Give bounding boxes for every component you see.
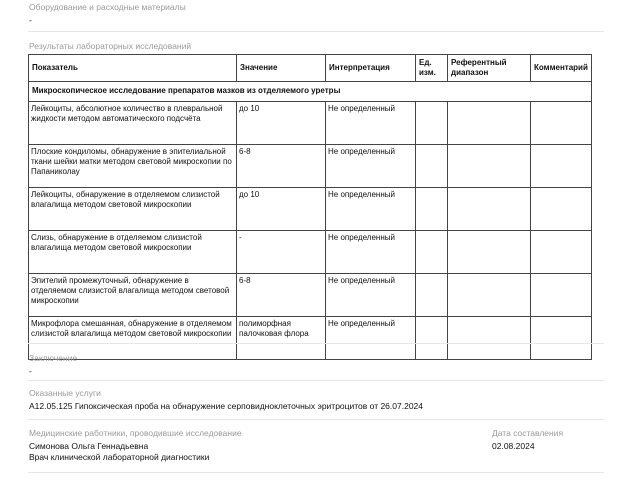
services-value: A12.05.125 Гипоксическая проба на обнаружение серповидноклеточных эритроцитов от 26.07.2024	[29, 401, 424, 411]
row-indicator: Плоские кондиломы, обнаружение в эпителиальной ткани шейки матки методом световой микроскопии по Папаниколау	[29, 145, 237, 188]
row-reference	[448, 102, 531, 145]
conclusion-value: -	[29, 366, 32, 376]
row-comment	[531, 274, 592, 317]
row-value: 6-8	[237, 274, 326, 317]
row-value: до 10	[237, 188, 326, 231]
table-row	[29, 231, 592, 274]
row-comment	[531, 102, 592, 145]
results-label: Результаты лабораторных исследований	[29, 41, 192, 51]
row-indicator: Лейкоциты, обнаружение в отделяемом слизистой влагалища методом световой микроскопии	[29, 188, 237, 231]
row-comment	[531, 145, 592, 188]
row-reference	[448, 145, 531, 188]
row-comment	[531, 317, 592, 360]
staff-label: Медицинские работники, проводившие исследование	[29, 428, 242, 438]
row-interpretation: Не определенный	[326, 102, 416, 145]
row-indicator: Микрофлора смешанная, обнаружение в отделяемом слизистой влагалища методом световой микроскопии	[29, 317, 237, 360]
group-row	[29, 82, 592, 102]
divider	[28, 472, 604, 473]
table-header-row	[29, 55, 592, 82]
table-row	[29, 317, 592, 360]
row-value: 6-8	[237, 145, 326, 188]
row-comment	[531, 188, 592, 231]
row-unit	[416, 102, 448, 145]
header-interpretation: Интерпретация	[326, 55, 416, 82]
row-unit	[416, 188, 448, 231]
header-comment: Комментарий	[531, 55, 592, 82]
row-interpretation: Не определенный	[326, 274, 416, 317]
row-reference	[448, 188, 531, 231]
equipment-value: -	[29, 15, 32, 25]
row-indicator: Лейкоциты, абсолютное количество в плевральной жидкости методом автоматического подсчёта	[29, 102, 237, 145]
staff-position: Врач клинической лабораторной диагностики	[29, 452, 210, 462]
row-interpretation: Не определенный	[326, 145, 416, 188]
row-reference	[448, 274, 531, 317]
row-reference	[448, 317, 531, 360]
row-unit	[416, 145, 448, 188]
divider	[28, 343, 604, 344]
date-value: 02.08.2024	[492, 441, 535, 451]
lab-results-table	[28, 54, 592, 360]
divider	[28, 419, 604, 420]
row-unit	[416, 317, 448, 360]
group-title: Микроскопическое исследование препаратов мазков из отделяемого уретры	[29, 82, 592, 102]
row-indicator: Эпителий промежуточный, обнаружение в отделяемом слизистой влагалища методом световой микроскопии	[29, 274, 237, 317]
row-indicator: Слизь, обнаружение в отделяемом слизистой влагалища методом световой микроскопии	[29, 231, 237, 274]
table-row	[29, 102, 592, 145]
divider	[28, 31, 604, 32]
row-reference	[448, 231, 531, 274]
staff-name: Симонова Ольга Геннадьевна	[29, 441, 149, 451]
conclusion-label: Заключение	[29, 353, 78, 363]
row-comment	[531, 231, 592, 274]
header-reference: Референтный диапазон	[448, 55, 531, 82]
row-interpretation: Не определенный	[326, 317, 416, 360]
equipment-label: Оборудование и расходные материалы	[29, 2, 186, 12]
date-label: Дата составления	[492, 428, 564, 438]
row-unit	[416, 231, 448, 274]
row-interpretation: Не определенный	[326, 231, 416, 274]
row-unit	[416, 274, 448, 317]
row-value: -	[237, 231, 326, 274]
table-row	[29, 274, 592, 317]
table-row	[29, 188, 592, 231]
divider	[28, 380, 604, 381]
row-value: до 10	[237, 102, 326, 145]
header-unit: Ед. изм.	[416, 55, 448, 82]
services-label: Оказанные услуги	[29, 388, 101, 398]
header-indicator: Показатель	[29, 55, 237, 82]
row-value: полиморфная палочковая флора	[237, 317, 326, 360]
row-interpretation: Не определенный	[326, 188, 416, 231]
header-value: Значение	[237, 55, 326, 82]
table-row	[29, 145, 592, 188]
